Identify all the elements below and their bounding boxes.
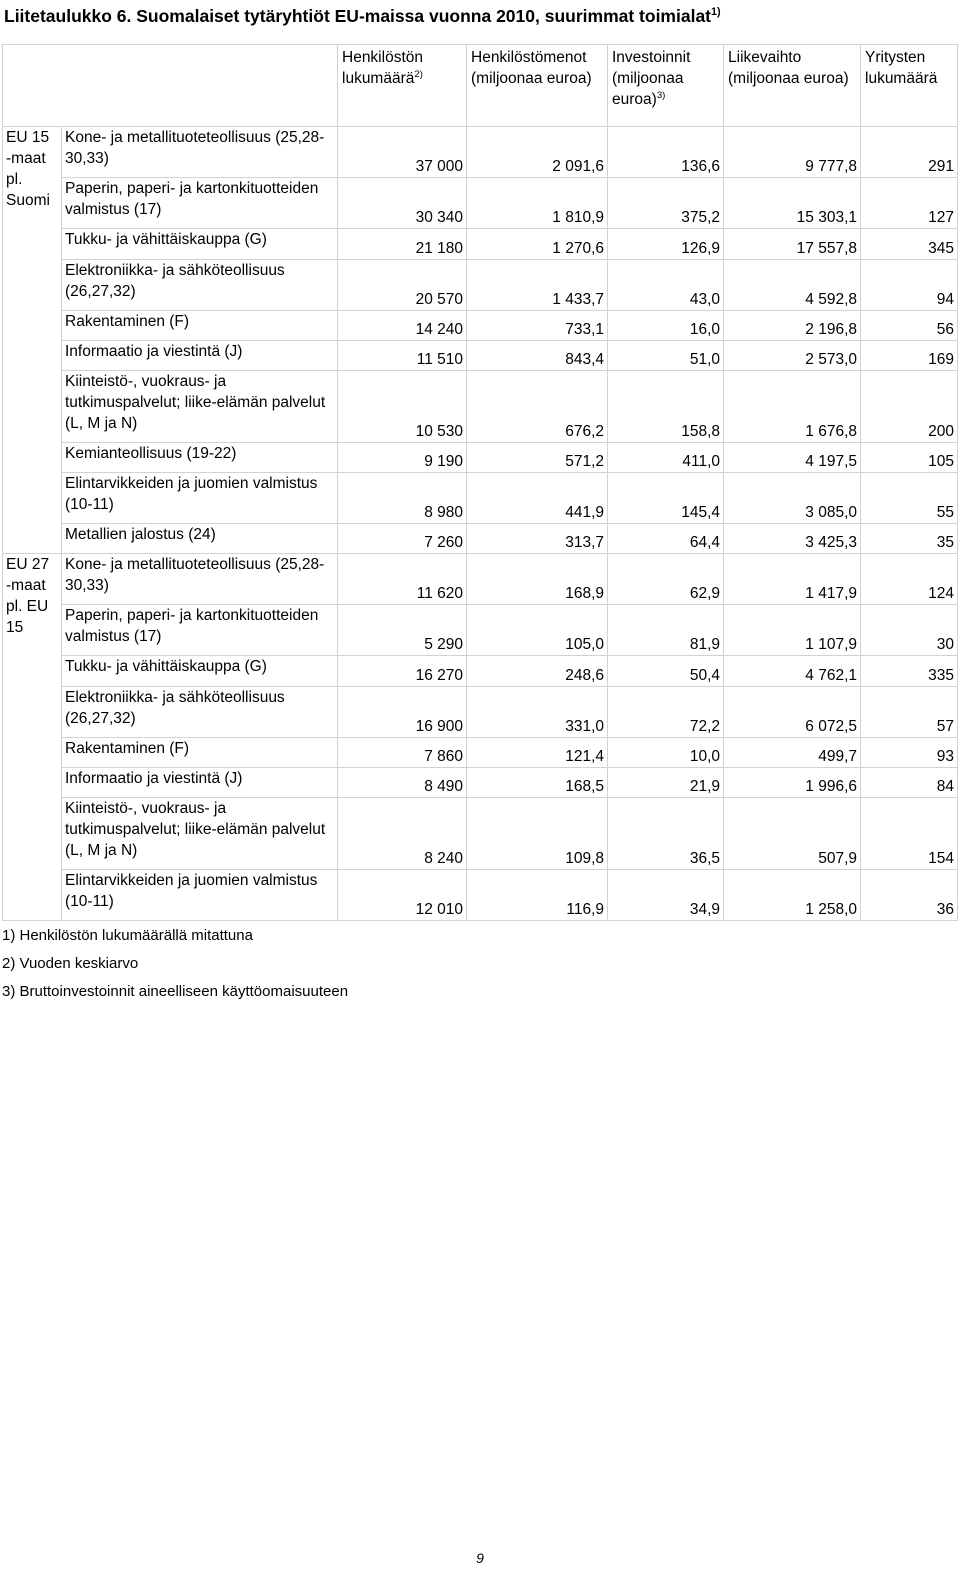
value-cell: 8 490 xyxy=(338,768,467,798)
value-cell: 345 xyxy=(861,229,958,260)
value-cell: 10 530 xyxy=(338,371,467,443)
value-cell: 168,9 xyxy=(467,554,608,605)
value-cell: 51,0 xyxy=(608,341,724,371)
value-cell: 676,2 xyxy=(467,371,608,443)
value-cell: 1 433,7 xyxy=(467,260,608,311)
value-cell: 4 197,5 xyxy=(724,443,861,473)
table-row xyxy=(3,605,958,656)
header-row xyxy=(3,45,958,127)
value-cell: 10,0 xyxy=(608,738,724,768)
value-cell: 2 573,0 xyxy=(724,341,861,371)
value-cell: 7 260 xyxy=(338,524,467,554)
value-cell: 12 010 xyxy=(338,870,467,921)
table-row xyxy=(3,178,958,229)
industry-cell: Paperin, paperi- ja kartonkituotteiden valmistus (17) xyxy=(62,605,338,656)
table-row xyxy=(3,687,958,738)
value-cell: 14 240 xyxy=(338,311,467,341)
value-cell: 126,9 xyxy=(608,229,724,260)
table-row xyxy=(3,443,958,473)
value-cell: 21,9 xyxy=(608,768,724,798)
table-row xyxy=(3,524,958,554)
table-row xyxy=(3,798,958,870)
value-cell: 72,2 xyxy=(608,687,724,738)
value-cell: 335 xyxy=(861,656,958,687)
industry-cell: Informaatio ja viestintä (J) xyxy=(62,768,338,798)
value-cell: 145,4 xyxy=(608,473,724,524)
table-row xyxy=(3,473,958,524)
value-cell: 43,0 xyxy=(608,260,724,311)
value-cell: 136,6 xyxy=(608,127,724,178)
country-group-label: EU 15 -maat pl. Suomi xyxy=(3,127,62,554)
value-cell: 20 570 xyxy=(338,260,467,311)
value-cell: 36,5 xyxy=(608,798,724,870)
column-header: Henkilöstön lukumäärä$^{2)}$ xyxy=(338,45,467,127)
value-cell: 121,4 xyxy=(467,738,608,768)
footnote: 1) Henkilöstön lukumäärällä mitattuna xyxy=(2,927,253,944)
table-row xyxy=(3,260,958,311)
value-cell: 733,1 xyxy=(467,311,608,341)
value-cell: 507,9 xyxy=(724,798,861,870)
industry-cell: Paperin, paperi- ja kartonkituotteiden valmistus (17) xyxy=(62,178,338,229)
industry-cell: Rakentaminen (F) xyxy=(62,311,338,341)
table-row xyxy=(3,768,958,798)
industry-cell: Metallien jalostus (24) xyxy=(62,524,338,554)
industry-cell: Kemianteollisuus (19-22) xyxy=(62,443,338,473)
value-cell: 55 xyxy=(861,473,958,524)
value-cell: 1 270,6 xyxy=(467,229,608,260)
value-cell: 127 xyxy=(861,178,958,229)
value-cell: 158,8 xyxy=(608,371,724,443)
value-cell: 375,2 xyxy=(608,178,724,229)
value-cell: 17 557,8 xyxy=(724,229,861,260)
value-cell: 1 258,0 xyxy=(724,870,861,921)
value-cell: 571,2 xyxy=(467,443,608,473)
value-cell: 11 510 xyxy=(338,341,467,371)
value-cell: 411,0 xyxy=(608,443,724,473)
value-cell: 4 762,1 xyxy=(724,656,861,687)
industry-cell: Elintarvikkeiden ja juomien valmistus (10-11) xyxy=(62,870,338,921)
value-cell: 35 xyxy=(861,524,958,554)
value-cell: 1 417,9 xyxy=(724,554,861,605)
industry-cell: Kiinteistö-, vuokraus- ja tutkimuspalvelut; liike-elämän palvelut (L, M ja N) xyxy=(62,798,338,870)
value-cell: 105,0 xyxy=(467,605,608,656)
value-cell: 30 340 xyxy=(338,178,467,229)
value-cell: 36 xyxy=(861,870,958,921)
value-cell: 37 000 xyxy=(338,127,467,178)
value-cell: 1 996,6 xyxy=(724,768,861,798)
value-cell: 8 980 xyxy=(338,473,467,524)
value-cell: 30 xyxy=(861,605,958,656)
column-header: Yritysten lukumäärä xyxy=(861,45,958,127)
value-cell: 3 425,3 xyxy=(724,524,861,554)
value-cell: 7 860 xyxy=(338,738,467,768)
footnote: 2) Vuoden keskiarvo xyxy=(2,955,139,972)
value-cell: 441,9 xyxy=(467,473,608,524)
value-cell: 4 592,8 xyxy=(724,260,861,311)
industry-cell: Tukku- ja vähittäiskauppa (G) xyxy=(62,656,338,687)
table-row xyxy=(3,341,958,371)
value-cell: 291 xyxy=(861,127,958,178)
value-cell: 1 810,9 xyxy=(467,178,608,229)
value-cell: 109,8 xyxy=(467,798,608,870)
industry-cell: Elintarvikkeiden ja juomien valmistus (10-11) xyxy=(62,473,338,524)
value-cell: 843,4 xyxy=(467,341,608,371)
value-cell: 6 072,5 xyxy=(724,687,861,738)
value-cell: 11 620 xyxy=(338,554,467,605)
industry-cell: Rakentaminen (F) xyxy=(62,738,338,768)
value-cell: 81,9 xyxy=(608,605,724,656)
table-row xyxy=(3,127,958,178)
title-text: Liitetaulukko 6. Suomalaiset tytäryhtiöt EU-maissa vuonna 2010, suurimmat toimialat xyxy=(4,6,712,26)
value-cell: 331,0 xyxy=(467,687,608,738)
value-cell: 154 xyxy=(861,798,958,870)
table-row xyxy=(3,229,958,260)
value-cell: 84 xyxy=(861,768,958,798)
footnote: 3) Bruttoinvestoinnit aineelliseen käyttöomaisuuteen xyxy=(2,983,349,1000)
value-cell: 499,7 xyxy=(724,738,861,768)
table-row xyxy=(3,656,958,687)
industry-cell: Informaatio ja viestintä (J) xyxy=(62,341,338,371)
value-cell: 62,9 xyxy=(608,554,724,605)
industry-cell: Tukku- ja vähittäiskauppa (G) xyxy=(62,229,338,260)
value-cell: 248,6 xyxy=(467,656,608,687)
value-cell: 56 xyxy=(861,311,958,341)
value-cell: 116,9 xyxy=(467,870,608,921)
value-cell: 15 303,1 xyxy=(724,178,861,229)
page-title xyxy=(4,6,954,27)
table-row xyxy=(3,554,958,605)
value-cell: 94 xyxy=(861,260,958,311)
value-cell: 34,9 xyxy=(608,870,724,921)
industry-cell: Kone- ja metallituoteteollisuus (25,28-30,33) xyxy=(62,127,338,178)
subsidiaries-table xyxy=(2,44,958,921)
value-cell: 2 196,8 xyxy=(724,311,861,341)
value-cell: 64,4 xyxy=(608,524,724,554)
value-cell: 168,5 xyxy=(467,768,608,798)
value-cell: 50,4 xyxy=(608,656,724,687)
value-cell: 313,7 xyxy=(467,524,608,554)
value-cell: 93 xyxy=(861,738,958,768)
table-row xyxy=(3,738,958,768)
industry-cell: Kone- ja metallituoteteollisuus (25,28-30,33) xyxy=(62,554,338,605)
industry-cell: Elektroniikka- ja sähköteollisuus (26,27,32) xyxy=(62,687,338,738)
header-empty-cell xyxy=(3,45,338,127)
table-row xyxy=(3,870,958,921)
table-row xyxy=(3,371,958,443)
footnotes xyxy=(2,926,348,1010)
column-header: Liikevaihto (miljoonaa euroa) xyxy=(724,45,861,127)
industry-cell: Elektroniikka- ja sähköteollisuus (26,27,32) xyxy=(62,260,338,311)
value-cell: 16 270 xyxy=(338,656,467,687)
value-cell: 124 xyxy=(861,554,958,605)
page-number: 9 xyxy=(476,1550,484,1566)
value-cell: 16 900 xyxy=(338,687,467,738)
value-cell: 16,0 xyxy=(608,311,724,341)
value-cell: 21 180 xyxy=(338,229,467,260)
value-cell: 5 290 xyxy=(338,605,467,656)
value-cell: 169 xyxy=(861,341,958,371)
table-row xyxy=(3,311,958,341)
value-cell: 3 085,0 xyxy=(724,473,861,524)
value-cell: 9 190 xyxy=(338,443,467,473)
country-group-label: EU 27 -maat pl. EU 15 xyxy=(3,554,62,921)
value-cell: 2 091,6 xyxy=(467,127,608,178)
value-cell: 1 107,9 xyxy=(724,605,861,656)
value-cell: 8 240 xyxy=(338,798,467,870)
value-cell: 9 777,8 xyxy=(724,127,861,178)
value-cell: 57 xyxy=(861,687,958,738)
value-cell: 200 xyxy=(861,371,958,443)
industry-cell: Kiinteistö-, vuokraus- ja tutkimuspalvelut; liike-elämän palvelut (L, M ja N) xyxy=(62,371,338,443)
value-cell: 1 676,8 xyxy=(724,371,861,443)
title-footnote-marker: 1) xyxy=(711,6,721,19)
value-cell: 105 xyxy=(861,443,958,473)
column-header: Investoinnit (miljoonaa euroa)$^{3)}$ xyxy=(608,45,724,127)
column-header: Henkilöstömenot (miljoonaa euroa) xyxy=(467,45,608,127)
